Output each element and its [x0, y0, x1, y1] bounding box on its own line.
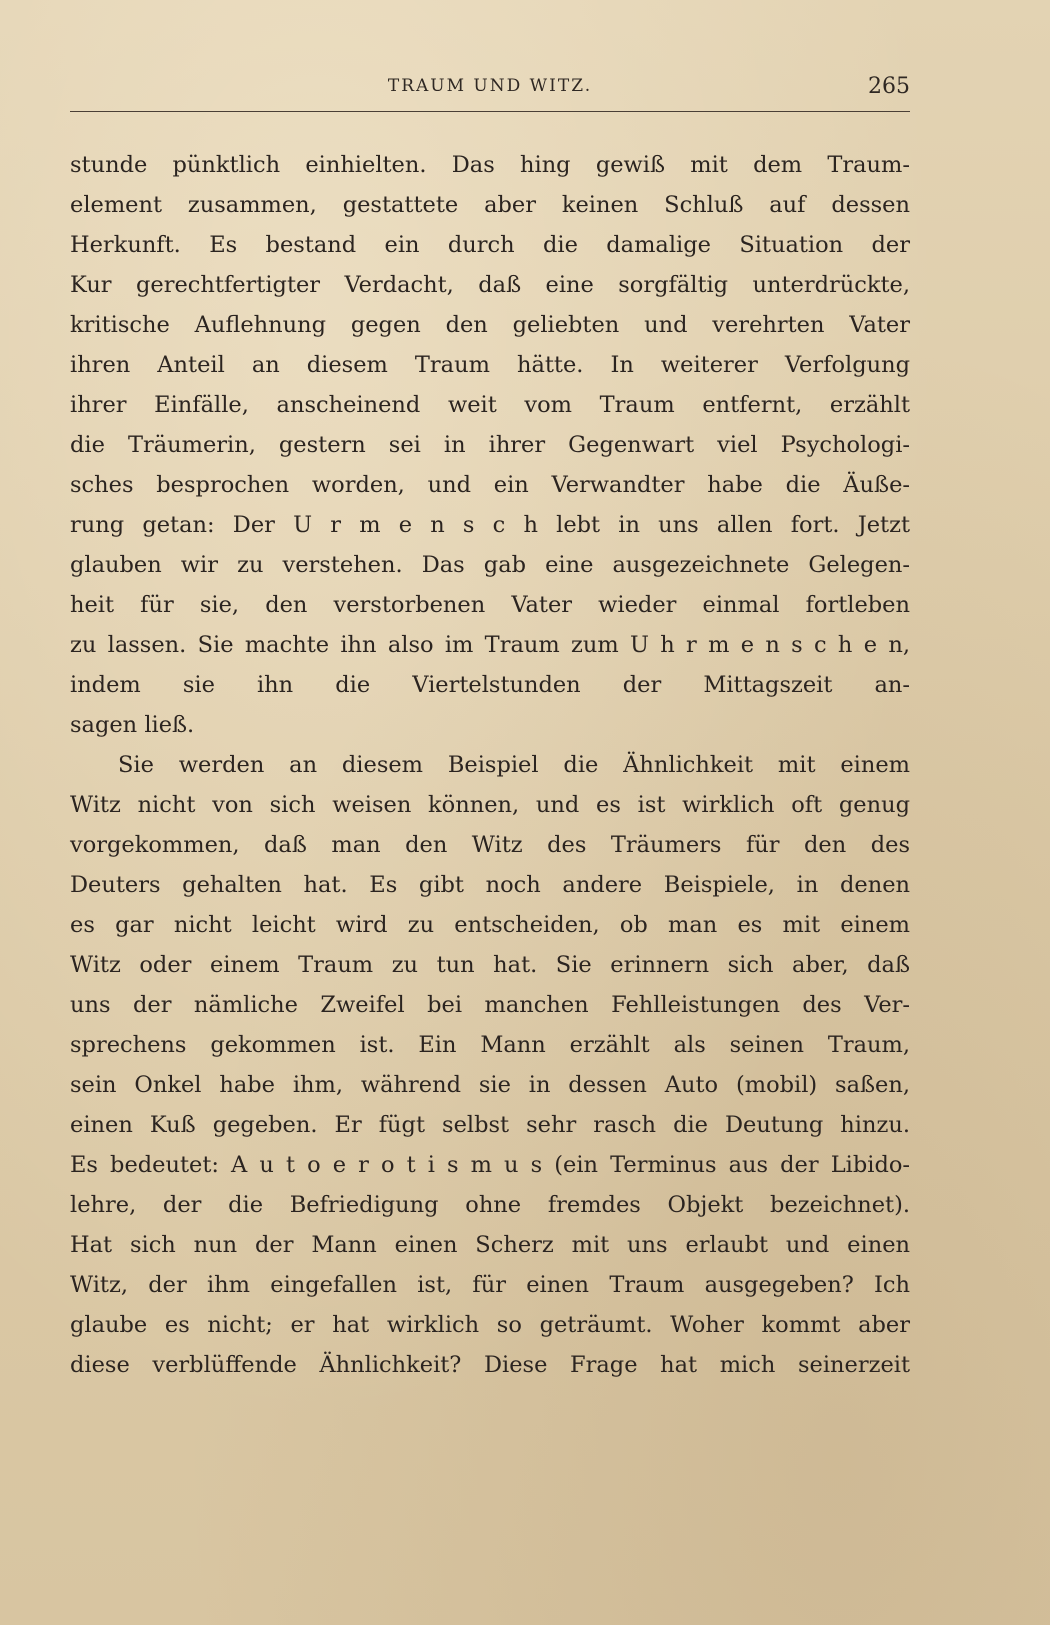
- text-line: element zusammen, gestattete aber keinen Schluß auf dessen: [70, 192, 910, 218]
- text-line: die Träumerin, gestern sei in ihrer Gegenwart viel Psychologi-: [70, 432, 910, 458]
- text-line: es gar nicht leicht wird zu entscheiden, ob man es mit einem: [70, 912, 910, 938]
- text-line: Witz nicht von sich weisen können, und es ist wirklich oft genug: [70, 792, 910, 818]
- text-line: Hat sich nun der Mann einen Scherz mit uns erlaubt und einen: [70, 1232, 910, 1258]
- text-line: indem sie ihn die Viertelstunden der Mittagszeit an-: [70, 672, 910, 698]
- text-line: Kur gerechtfertigter Verdacht, daß eine sorgfältig unterdrückte,: [70, 272, 910, 298]
- text-line: heit für sie, den verstorbenen Vater wieder einmal fortleben: [70, 592, 910, 618]
- page-number: 265: [868, 74, 910, 99]
- text-line: ihrer Einfälle, anscheinend weit vom Traum entfernt, erzählt: [70, 392, 910, 418]
- header-rule: [70, 111, 910, 112]
- running-title: TRAUM UND WITZ.: [387, 76, 593, 96]
- text-line: lehre, der die Befriedigung ohne fremdes Objekt bezeichnet).: [70, 1192, 910, 1218]
- text-line: sein Onkel habe ihm, während sie in dessen Auto (mobil) saßen,: [70, 1072, 910, 1098]
- text-line: Herkunft. Es bestand ein durch die damalige Situation der: [70, 232, 910, 258]
- body-text: [70, 145, 910, 1385]
- text-line: Es bedeutet: A u t o e r o t i s m u s (ein Terminus aus der Libido-: [70, 1152, 910, 1178]
- text-line: Witz, der ihm eingefallen ist, für einen Traum ausgegeben? Ich: [70, 1272, 910, 1298]
- text-line: einen Kuß gegeben. Er fügt selbst sehr rasch die Deutung hinzu.: [70, 1112, 910, 1138]
- text-line: Witz oder einem Traum zu tun hat. Sie erinnern sich aber, daß: [70, 952, 910, 978]
- text-line: kritische Auflehnung gegen den geliebten und verehrten Vater: [70, 312, 910, 338]
- text-line: diese verblüffende Ähnlichkeit? Diese Frage hat mich seinerzeit: [70, 1352, 910, 1378]
- text-line: sches besprochen worden, und ein Verwandter habe die Äuße-: [70, 472, 910, 498]
- text-line: glauben wir zu verstehen. Das gab eine ausgezeichnete Gelegen-: [70, 552, 910, 578]
- running-head: [70, 76, 910, 106]
- text-line: glaube es nicht; er hat wirklich so geträumt. Woher kommt aber: [70, 1312, 910, 1338]
- text-line: uns der nämliche Zweifel bei manchen Fehlleistungen des Ver-: [70, 992, 910, 1018]
- text-line: vorgekommen, daß man den Witz des Träumers für den des: [70, 832, 910, 858]
- text-line: stunde pünktlich einhielten. Das hing gewiß mit dem Traum-: [70, 152, 910, 178]
- text-line: zu lassen. Sie machte ihn also im Traum zum U h r m e n s c h e n,: [70, 632, 910, 658]
- text-line: sagen ließ.: [70, 712, 195, 738]
- text-line: sprechens gekommen ist. Ein Mann erzählt als seinen Traum,: [70, 1032, 910, 1058]
- text-line: ihren Anteil an diesem Traum hätte. In weiterer Verfolgung: [70, 352, 910, 378]
- text-line: Sie werden an diesem Beispiel die Ähnlichkeit mit einem: [118, 752, 910, 778]
- text-line: Deuters gehalten hat. Es gibt noch andere Beispiele, in denen: [70, 872, 910, 898]
- text-line: rung getan: Der U r m e n s c h lebt in uns allen fort. Jetzt: [70, 512, 910, 538]
